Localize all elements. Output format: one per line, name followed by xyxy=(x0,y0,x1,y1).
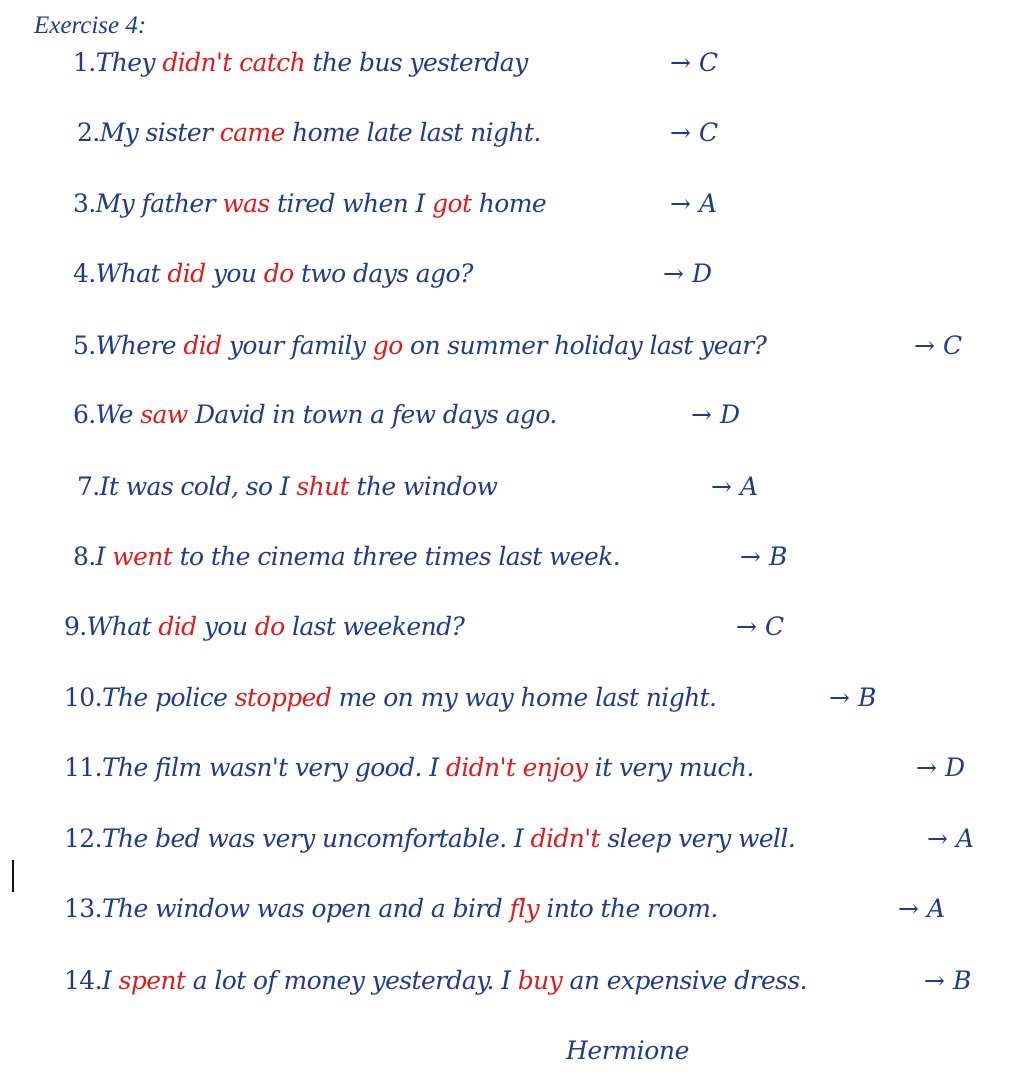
item-number: 8. xyxy=(73,542,96,571)
arrow-icon: → xyxy=(914,331,935,360)
highlighted-verb: went xyxy=(112,542,173,571)
sentence-text: The bed was very uncomfortable. I xyxy=(101,824,531,853)
highlighted-verb: was xyxy=(222,189,270,218)
sentence-text: What xyxy=(86,612,159,641)
answer-letter: C xyxy=(942,331,963,360)
arrow-icon: → xyxy=(927,824,948,853)
item-number: 11. xyxy=(64,753,102,782)
answer-letter: C xyxy=(764,612,785,641)
highlighted-verb: buy xyxy=(517,966,563,995)
sentence-text: to the cinema three times last week. xyxy=(172,542,621,571)
sentence-text: What xyxy=(95,259,168,288)
sentence-text: the bus yesterday xyxy=(305,48,528,77)
highlighted-verb: do xyxy=(254,612,285,641)
sentence-text: The film wasn't very good. I xyxy=(101,753,446,782)
sentence-text: you xyxy=(205,259,264,288)
sentence-text: We xyxy=(95,400,141,429)
highlighted-verb: saw xyxy=(140,400,188,429)
item-number: 7. xyxy=(77,472,100,501)
highlighted-verb: go xyxy=(372,331,403,360)
arrow-icon: → xyxy=(670,118,691,147)
sentence-text: into the room. xyxy=(539,894,718,923)
sentence-text: me on my way home last night. xyxy=(331,683,717,712)
exercise-item-14 xyxy=(64,966,807,995)
exercise-title: Exercise 4: xyxy=(34,12,147,39)
highlighted-verb: didn't catch xyxy=(162,48,306,77)
exercise-item-12 xyxy=(64,824,795,853)
highlighted-verb: do xyxy=(263,259,294,288)
arrow-icon: → xyxy=(916,753,937,782)
exercise-item-10 xyxy=(64,683,716,712)
exercise-item-7 xyxy=(77,472,497,501)
answer-letter: A xyxy=(698,189,718,218)
arrow-icon: → xyxy=(740,542,761,571)
item-number: 1. xyxy=(73,48,96,77)
answer-letter: D xyxy=(944,753,965,782)
exercise-item-6 xyxy=(73,400,557,429)
arrow-icon: → xyxy=(829,683,850,712)
signature: Hermione xyxy=(566,1036,689,1065)
exercise-item-11 xyxy=(64,753,754,782)
answer-letter: D xyxy=(719,400,740,429)
arrow-icon: → xyxy=(663,259,684,288)
sentence-text: The police xyxy=(101,683,235,712)
item-number: 13. xyxy=(64,894,102,923)
exercise-item-13 xyxy=(64,894,718,923)
arrow-icon: → xyxy=(736,612,757,641)
answer-4 xyxy=(663,259,712,288)
item-number: 2. xyxy=(77,118,100,147)
arrow-icon: → xyxy=(670,48,691,77)
answer-14 xyxy=(924,966,971,995)
exercise-item-5 xyxy=(73,331,766,360)
sentence-text: home xyxy=(471,189,547,218)
answer-7 xyxy=(711,472,758,501)
highlighted-verb: did xyxy=(158,612,197,641)
item-number: 3. xyxy=(73,189,96,218)
answer-8 xyxy=(740,542,787,571)
sentence-text: you xyxy=(196,612,255,641)
highlighted-verb: stopped xyxy=(234,683,332,712)
exercise-item-2 xyxy=(77,118,541,147)
highlighted-verb: came xyxy=(219,118,285,147)
exercise-item-1 xyxy=(73,48,528,77)
highlighted-verb: shut xyxy=(296,472,350,501)
item-number: 4. xyxy=(73,259,96,288)
sentence-text: They xyxy=(95,48,163,77)
sentence-text: sleep very well. xyxy=(599,824,796,853)
sentence-text: tired when I xyxy=(269,189,433,218)
highlighted-verb: got xyxy=(432,189,472,218)
sentence-text: on summer holiday last year? xyxy=(402,331,767,360)
answer-letter: A xyxy=(739,472,759,501)
exercise-item-3 xyxy=(73,189,546,218)
answer-3 xyxy=(670,189,717,218)
sentence-text: I xyxy=(101,966,119,995)
arrow-icon: → xyxy=(898,894,919,923)
sentence-text: The window was open and a bird xyxy=(101,894,510,923)
item-number: 6. xyxy=(73,400,96,429)
answer-letter: B xyxy=(952,966,972,995)
sentence-text: My father xyxy=(95,189,223,218)
sentence-text: an expensive dress. xyxy=(562,966,807,995)
highlighted-verb: did xyxy=(167,259,206,288)
exercise-item-4 xyxy=(73,259,473,288)
answer-letter: B xyxy=(768,542,788,571)
answer-5 xyxy=(914,331,962,360)
highlighted-verb: didn't xyxy=(530,824,600,853)
sentence-text: My sister xyxy=(99,118,220,147)
item-number: 12. xyxy=(64,824,102,853)
arrow-icon: → xyxy=(670,189,691,218)
answer-6 xyxy=(691,400,740,429)
exercise-item-9 xyxy=(64,612,464,641)
highlighted-verb: didn't enjoy xyxy=(445,753,588,782)
arrow-icon: → xyxy=(924,966,945,995)
answer-letter: B xyxy=(857,683,877,712)
answer-letter: A xyxy=(926,894,946,923)
arrow-icon: → xyxy=(711,472,732,501)
highlighted-verb: spent xyxy=(118,966,186,995)
text-cursor xyxy=(12,860,14,892)
answer-12 xyxy=(927,824,974,853)
sentence-text: last weekend? xyxy=(284,612,465,641)
item-number: 9. xyxy=(64,612,87,641)
answer-1 xyxy=(670,48,718,77)
answer-11 xyxy=(916,753,965,782)
sentence-text: home late last night. xyxy=(284,118,541,147)
answer-letter: A xyxy=(955,824,975,853)
answer-13 xyxy=(898,894,945,923)
answer-9 xyxy=(736,612,784,641)
sentence-text: your family xyxy=(221,331,373,360)
sentence-text: David in town a few days ago. xyxy=(187,400,557,429)
answer-letter: C xyxy=(698,118,719,147)
sentence-text: the window xyxy=(349,472,498,501)
item-number: 14. xyxy=(64,966,102,995)
sentence-text: Where xyxy=(95,331,184,360)
answer-letter: D xyxy=(691,259,712,288)
answer-10 xyxy=(829,683,876,712)
item-number: 5. xyxy=(73,331,96,360)
sentence-text: two days ago? xyxy=(293,259,473,288)
highlighted-verb: fly xyxy=(509,894,540,923)
item-number: 10. xyxy=(64,683,102,712)
sentence-text: it very much. xyxy=(587,753,754,782)
highlighted-verb: did xyxy=(183,331,222,360)
answer-letter: C xyxy=(698,48,719,77)
sentence-text: It was cold, so I xyxy=(99,472,297,501)
sentence-text: a lot of money yesterday. I xyxy=(185,966,518,995)
answer-2 xyxy=(670,118,718,147)
exercise-item-8 xyxy=(73,542,620,571)
sentence-text: I xyxy=(95,542,113,571)
arrow-icon: → xyxy=(691,400,712,429)
